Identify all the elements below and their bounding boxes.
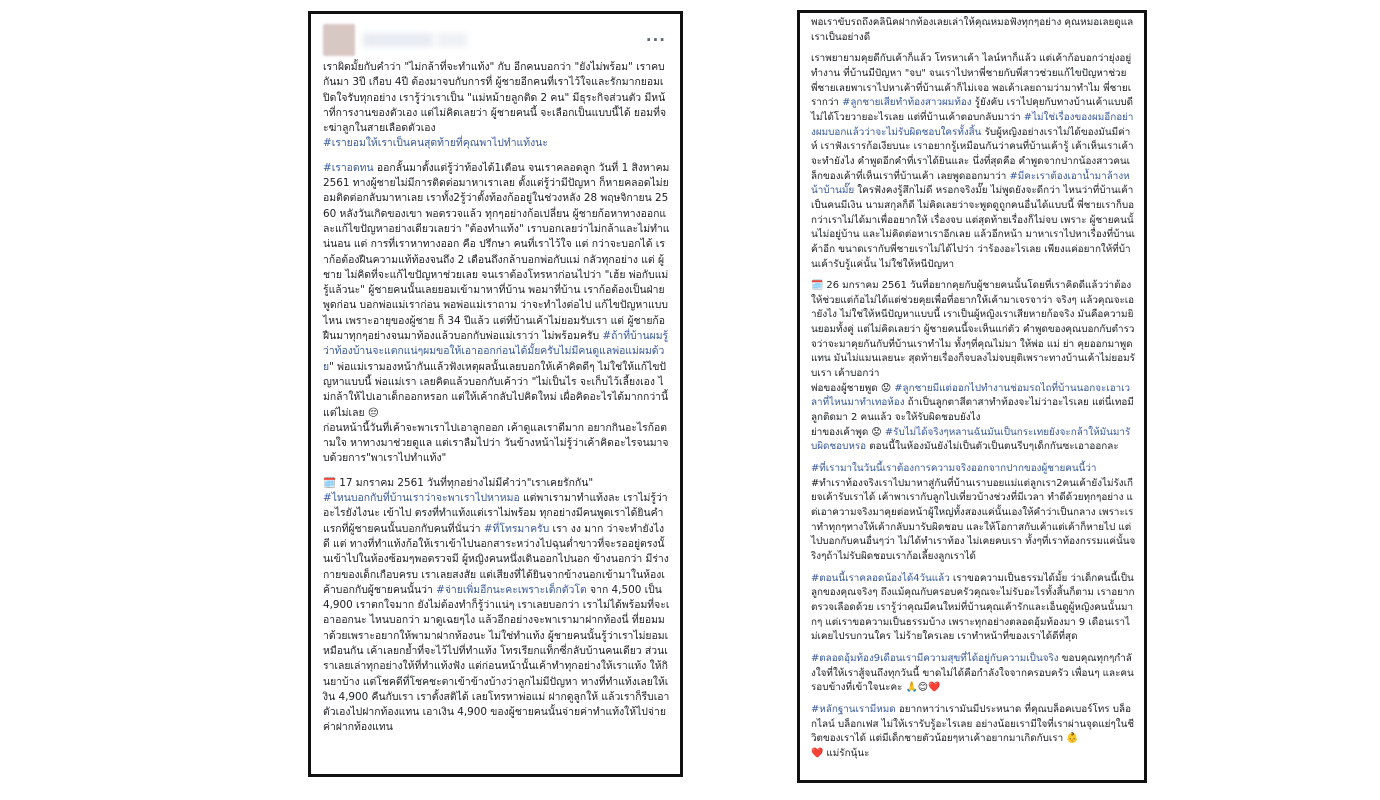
post-paragraph xyxy=(811,279,1136,455)
hashtag-link[interactable]: #ไหนบอกกับที่บ้านเราว่าจะพาเราไปหาหมอ xyxy=(323,492,520,505)
post-text: อยากหาว่าเรามันมีประหนาด ที่คุณบล็อคเบอร์โทร บล็อกไลน์ บล็อกเฟส ไม่ให้เรารับรู้อะไรเลย อย่างน้อยเรามีใจที่เราผ่านจุดแย่ๆในชีวิตของเราได้ แต่มีเด็กชายตัวน้อยๆหาเค้าอยากมาเกิดกับเรา 👶 ❤️ แม่รักนุ้นะ xyxy=(811,703,1135,759)
post-paragraph xyxy=(811,16,1136,45)
post-header xyxy=(323,20,670,60)
hashtag-link[interactable]: #หลักฐานเรามีหมด xyxy=(811,703,896,715)
post-text: จาก 4,500 เป็น 4,900 เราตกใจมาก ยังไม่ต้องทำก็รู้ว่าแน่ๆ เราเลยบอกว่า เราไม่ได้พร้อมที่จะเอาออกนะ ไหนบอกว่า มาดูเฉยๆไง แล้วอีกอย่างจะพาเรามาฝากท้องนี่ ที่ยอมมาด้วยเพราะอยากให้พามาฝากท้องนะ ไม่ใช่ทำแท้ง ผู้ชายคนนั้นรู้ว่าเราไม่ยอมเหมือนกัน เค้าเลยกย้ำที่จะไว้ไปที่ทำแท้ง โทรเรียกแท็กซี่กลับบ้านคนเดียว ส่วนเราเลยเล่าทุกอย่างให้ที่ทำแท้งฟัง แต่ก่อนหน้านั้นเค้าทำทุกอย่างให้เราแท้ง ให้กินยาบ้าง แต่โชคดีที่โชคชะตาเข้าข้างบ้างว่าลูกไม่มีปัญหา ทางที่ทำแท้งเลยให้เงิน 4,900 คืนกับเรา เราตั้งสติได้ เลยโทรหาพ่อแม่ ฝากดูลูกให้ แล้วเราก็รีบเอาตัวเองไปฝากท้องแทน เอาเงิน 4,900 ของผู้ชายคนนั้นจ่ายค่าทำแท้งให้ไปจ่ายค่าฝากท้องแทน xyxy=(323,583,670,734)
post-text: ใครฟังคงรู้สึกไม่ดี หรอกจริงมั๊ย ไม่พูดยังจะดีกว่า ไหนว่าที่บ้านเค้าเป็นคนมีเงิน นามสกุลก็ดี ไม่คิดเลยว่าจะพูดดูถูกคนอื่นได้แบบนี้ พี่ชายเราก็บอกว่าเราไม่ได้มาเพื่ออยากให้ เรื่องจบ แต่สุดท้ายเรื่องก็ไม่จบ เพราะ ผู้ชายคนนั้นไม่อยู่บ้าน และไม่คิดต่อหาเราอีกเลย แล้วอีกหน้า มาหาเราไปหาเรื่องที่บ้านเค้าอีก ขนาดเรากับพี่ชายเราไม่ได้ไปว่า ว่าร้องอะไรเลย เพียงแค่อยากให้ที่บ้านเค้ารับรู้แค่นั้น ไม่ใช่ให้หนีปัญหา xyxy=(811,185,1136,270)
hashtag-link[interactable]: #ไม่ใช่เรื่องของผมอีกอย่างผมบอกแล้วว่าจะไม่รับผิดชอบใครทั้งสิ้น xyxy=(811,111,1134,138)
post-text: เรา งง มาก ว่าจะทำยังไงดี แต่ ทางที่ทำแท้งก้อให้เราเข้าไปนอกสาระหว่างไปฉุนต่ำขาวที่จะรออยู่ตรงนั้นเข้าไปในห้องซ้อมๆพอตรวจมี ผู้หญิงคนหนึ่งเดินออกไปนอก ข้างนอกว่า มีร่างกายของเด็กเกือบครบ เราเลยสงสัย แต่เสียงที่ได้ยินจากข้างนอกเข้ามาในห้องเค้าบอกกับผู้ชายคนนั้นว่า xyxy=(323,522,669,596)
left-post-card xyxy=(308,11,683,777)
post-text: ขอบคุณทุกๆกำลังใจที่ให้เราสู้จนถึงทุกวันนี้ ขาดไม่ได้คือกำลังใจจากครอบครัว เพื่อนๆ และคนรอบข้างที่เข้าใจนะคะ 🙏😊❤️ xyxy=(811,652,1134,694)
post-paragraph xyxy=(323,60,670,152)
hashtag-link[interactable]: #ถ้าที่บ้านผมรู้ว่าท้องบ้านจะแตกแน่ๆผมขอให้เอาออกก่อนได้มั้ยครับไม่มีคนดูแลพ่อแม่ผมด้วย xyxy=(323,330,669,373)
author-name[interactable] xyxy=(363,33,433,47)
post-text: 🗓️ 17 มกราคม 2561 วันที่ทุกอย่างไม่มีคำว่า"เราเคยรักกัน" xyxy=(323,476,594,489)
hashtag-link[interactable]: #ตลอดอุ้มท้อง9เดือนเรามีความสุขที่ได้อยู่กับความเป็นจริง xyxy=(811,652,1059,664)
post-paragraph xyxy=(323,476,670,736)
post-body xyxy=(323,60,670,736)
hashtag-link[interactable]: #มีคะเราต้องเอาน้ำมาล้างหน้าบ้านมั๊ย xyxy=(811,170,1130,197)
post-text: " พ่อแม่เรามองหน้ากันแล้วฟังเหตุผลนั้นเลยบอกให้เค้าคิดดีๆ ไม่ใช่ให้แก้ไขปัญหาแบบนี้ พ่อแม่เรา เลยคิดแล้วบอกกับเค้าว่า "ไม่เป็นไร จะเก็บไว้เลี้ยงเอง ไม่กล้าให้ไปเอาเด็กออกหรอก แต่ให้เค้ากลับไปคิดใหม่ เผื่อคิดอะไรได้มากกว่านี้ แต่ไม่เลย 😔 ก่อนหน้านี้วันที่เค้าจะพาเราไปเอาลูกออก เค้าดูแลเราดีมาก อยากกินอะไรก้อตามใจ หาทางมาช่วยดูแล แต่เราลืมไปว่า วันข้างหน้าไม่รู้ว่าเค้าคิดอะไรจนมาจบด้วยการ"พาเราไปทำแท้ง" xyxy=(323,360,669,465)
hashtag-link[interactable]: #เราอดทน xyxy=(323,161,374,174)
author-name-extra xyxy=(437,33,467,47)
post-text: รู้ยังคับ เราไปคุยกับทางบ้านเค้าแบบดี ไม่ได้โวยวายอะไรเลย แต่ที่บ้านเค้าตอบกลับมาว่า xyxy=(811,97,1134,123)
hashtag-link[interactable]: #ลูกชายเสียทำท้องสาวผมท้อง xyxy=(842,97,972,109)
post-paragraph xyxy=(811,462,1136,565)
post-paragraph xyxy=(323,161,670,467)
hashtag-link[interactable]: #ลูกชายมีแต่ออกไปทำงานช่อมรถไถที่บ้านนอกจะเอาเวลาที่ไหนมาทำเทอห้อง xyxy=(811,382,1131,409)
hashtag-link[interactable]: #เรายอมให้เราเป็นคนสุดท้ายที่คุณพาไปทำแท้งนะ xyxy=(323,137,548,150)
hashtag-link[interactable]: #จ่ายเพิ่มอีกนะคะเพราะเด็กตัวโต xyxy=(436,583,587,596)
hashtag-link[interactable]: #ที่โทรมาครับ xyxy=(483,522,550,535)
post-text: #ทำเราท้องจริงเราไปมาหาสู่กันที่บ้านเราบอยแม่แต่ลูกเรา2คนเค้ายังไม่รังเกียจเค้ารับเราได้ เค้าพาเรากับลูกไปเที่ยวบ้างช่วงที่มีเวลา ทำดีด้วยทุกๆอย่าง แต่เอาความจริงมาคุยต่อหน้าผู้ใหญ่ทั้งสองแค่นั้นเองให้คำว่าเป็นกลาง เพราะเราทำทุกๆทางให้เค้ากลับมารับผิดชอบ และให้โอกาสกับเค้าแต่เค้าก็หายไป แต่ไปบอกกับคนอื่นๆว่า ไม่ได้ทำเราท้อง ไม่เคยคบเรา ทั้งๆที่เราท้องกรรมแค่นั้นจริงๆถ้าไม่รับผิดชอบเราก้อเลี้ยงลูกเราได้ xyxy=(811,477,1136,562)
post-text: พอเราขับรถถึงคลินิคฝากท้องเลยเล่าให้คุณหมอฟังทุกๆอย่าง คุณหมอเลยดูแลเราเป็นอย่างดี xyxy=(811,17,1134,43)
post-paragraph xyxy=(811,572,1136,645)
hashtag-link[interactable]: #ที่เรามาในวันนี้เราต้องการความจริงออกจากปากของผู้ชายคนนี้ว่า xyxy=(811,463,1097,475)
post-text: เราขอความเป็นธรรมได้มั้ย ว่าเด็กคนนี้เป็นลูกของคุณจริงๆ ถึงแม้คุณกับครอบครัวคุณจะไม่รับอะไรทั้งสิ้นก็ตาม เราอยากตรวจเลือดด้วย เรารู้ว่าคุณมีคนใหม่ที่บ้านคุณเค้ารักและเอ็นดูผู้หญิงคนนั้นมากๆ แต่เราขอความเป็นธรรมบ้าง เพราะทุกอย่างตลอดอุ้มท้องมา 9 เดือนเราไม่เคยไปรบกวนใคร ไม่ร้ายใครเลย เราทำหน้าที่ของเราได้ดีที่สุด xyxy=(811,572,1135,643)
post-text: รับผู้หญิงอย่างเราไม่ได้ของมันมีค่าห์ เราฟังเรารก้อเงียบนะ เราอยากรู้เหมือนกันว่าคนที่บ้านเค้ารู้ เค้าเห็นเราเค้าจะทำยังไง คำพูดอีกคำที่เราได้ยินและ นึ่งที่สุดคือ คำพูดจากปากน้องสาวคนเล็กของเค้าที่เห็นเราที่บ้านเค้า เลยพูดออกมาว่า xyxy=(811,126,1134,182)
post-text: เราผิดมั้ยกับคำว่า "ไม่กล้าที่จะทำแท้ง" กับ อีกคนบอกว่า "ยังไม่พร้อม" เราคบกันมา 3ปี เกือบ 4ปี ต้องมาจบกับการที่ ผู้ชายอีกคนที่เราไว้ใจและรักมากยอมเปิดใจรับทุกอย่าง เรารู้ว่าเราเป็น "แม่หม้ายลูกติด 2 คน" มีธุระกิจส่วนตัว มีหน้าที่การงานของตัวเอง แต่ไม่คิดเลยว่า ผู้ชายคนนี้ จะเลือกเป็นแบบนี้ได้ ยอมที่จะฆ่าลูกในสายเลือดตัวเอง xyxy=(323,61,667,135)
post-body-continued xyxy=(811,16,1136,762)
hashtag-link[interactable]: #รับไม่ได้จริงๆหลานฉันมันเป็นกระเทยยังจะกล้าให้มันมารับผิดชอบหรอ xyxy=(811,426,1131,453)
post-text: ถ้าเป็นลูกตาสีตาสาทำท้องจะไม่ว่าอะไรเลย แต่นี่เทอมีลูกติดมา 2 คนแล้ว จะให้รับผิดชอบยังไง ย่าของเค้าพูด 😟 xyxy=(811,397,1134,438)
post-paragraph xyxy=(811,652,1136,696)
avatar[interactable] xyxy=(323,24,355,56)
hashtag-link[interactable]: #ตอนนี้เราคลอดน้องได้4วันแล้ว xyxy=(811,572,950,584)
post-paragraph xyxy=(811,52,1136,272)
right-post-card xyxy=(797,10,1147,783)
post-text: ตอนนี้ในห้องมันยังไม่เป็นตัวเป็นตนรีบๆเด็กกันซะเอาออกละ xyxy=(866,441,1119,453)
post-text: แต่พาเรามาทำแท้งละ เราไม่รู้ว่าอะไรยังไงนะ เข้าไป ตรงที่ทำแท้งแต่เราไม่พร้อม ทุกอย่างมีคนพูดเราได้ยินคำแรกที่ผู้ชายคนนั้นบอกกับคนที่นั่นว่า xyxy=(323,492,668,535)
post-paragraph xyxy=(811,703,1136,762)
more-horizontal-icon[interactable]: ··· xyxy=(645,31,666,49)
post-text: เราพยายามคุยดีกับเค้าก็แล้ว โทรหาเค้า ไลน์หาก็แล้ว แต่เค้าก้อบอกว่ายุ่งอยู่ ทำงาน ที่บ้านมีปัญหา "จบ" จนเราไปหาพี่ชายกับพี่สาวช่วยแก้ไขปัญหาช่วย พี่ชายเลยพาเราไปหาเค้าที่บ้านเค้าก็ไม่เจอ พอเค้าเลยถามว่ามาทำไม พี่ชายเรากว่า xyxy=(811,53,1132,109)
post-text: 🗓️ 26 มกราคม 2561 วันที่อยากคุยกับผู้ชายคนนั้นโดยที่เราคิดดีแล้วว่าต้องให้ช่วยแต่ก้อไม่ได้แต่ช่วยคุยเพื่อที่อยากให้เค้ามาเจรจาว่า จริงๆ แล้วคุณจะเอายังไง ไม่ใช่ให้หนีปัญหาแบบนี้ เราเป็นผู้หญิงเราเสียหายก้อจริง มันคือความยินยอมทั้งคู่ แต่ไม่คิดเลยว่า ผู้ชายคนนี้จะเห็นแก่ตัว คำพูดของคุณบอกกับตำรวจว่าจะมาคุยกันกับที่บ้านเราทำไม ทั้งๆที่คุณไม่มา ให้พ่อ แม่ ย่า คุยออกมาพูดแทน มันไม่แมนเลยนะ สุดท้ายเรื่องก็จบลงไม่จบยุติเพราะทางบ้านเค้าไม่ยอมรับเรา เค้าบอกว่า พ่อของผู้ชายพูด 😟 xyxy=(811,280,1135,394)
post-text: ออกลั้นมาตั้งแต่รู้ว่าท้องได้1เดือน จนเราคลอดลูก วันที่ 1 สิงหาคม 2561 ทางผู้ชายไม่มีการติดต่อมาหาเราเลย ตั้งแต่รู้ว่ามีปัญหา ก็หายคลอดไม่ยอมติดต่อกลับมาหาเลย เราทั้ง2รู้ว่าตั้งท้องก้ออยู่ในช่วงหลัง 28 พฤษจิกายน 2560 หลังวันเกิดของเขา พอตรวจแล้ว ทุกๆอย่างก้อเปลี่ยน ผู้ชายก้อหาทางออกและแก้ไขปัญหาอย่างเดียวเลยว่า "ต้องทำแท้ง" เราบอกเลยว่าไม่กล้าและไม่ทำแน่นอน แต่ การที่เราหาทางออก คือ ปรึกษา คนที่เราไว้ใจ แต่ กว่าจะบอกได้ เราก้อต้องฝืนความแท้ท้องจนถึง 2 เดือนถึงกล้าบอกพ่อกับแม่ กลัวทุกอย่าง แต่ ผู้ชาย ไม่คิดที่จะแก้ไขปัญหาช่วยเลย จนเราต้องโทรหาก่อนไปว่า "เฮ้ย พ่อกับแม่รู้แล้วนะ" ผู้ชายคนนั้นเลยยอมเข้ามาหาที่บ้าน พอมาที่บ้าน เราก้อต้องเป็นฝ่ายพูดก่อน บอกพ่อแม่เราก่อน พอพ่อแม่เราถาม ว่าจะทำไงต่อไป แก้ไขปัญหาแบบไหน เพราะอายุของผู้ชาย ก็ 34 ปีแล้ว แต่ที่บ้านเค้าไม่ยอมรับเรา แต่ ผู้ชายก้อฝืนมาทุกๆอย่างจนมาท้องแล้วบอกกับพ่อแม่เราว่า ไม่พร้อมครับ xyxy=(323,161,670,343)
